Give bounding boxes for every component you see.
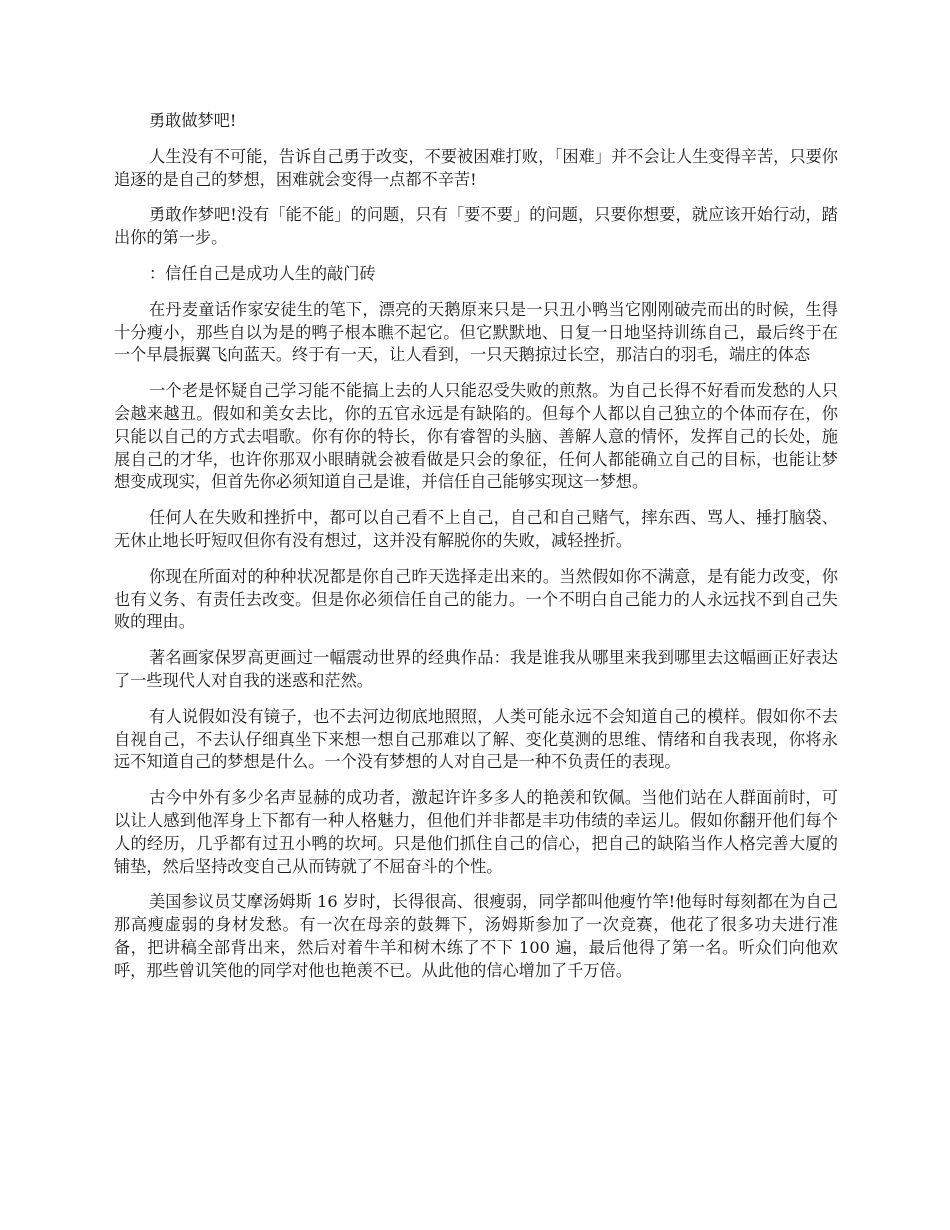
paragraph: 任何人在失败和挫折中，都可以自己看不上自己，自己和自己赌气，摔东西、骂人、捶打脑袋、无休止地长吁短叹但你有没有想过，这并没有解脱你的失败，减轻挫折。	[114, 508, 838, 550]
paragraph: 有人说假如没有镜子，也不去河边彻底地照照，人类可能永远不会知道自己的模样。假如你不去自视自己，不去认仔细真坐下来想一想自己那难以了解、变化莫测的思维、情绪和自我表现，你将永远不知道自己的梦想是什么。一个没有梦想的人对自己是一种不负责任的表现。	[114, 706, 838, 772]
paragraph: 在丹麦童话作家安徒生的笔下，漂亮的天鹅原来只是一只丑小鸭当它刚刚破壳而出的时候，生得十分瘦小，那些自以为是的鸭子根本瞧不起它。但它默默地、日复一日地坚持训练自己，最后终于在一个早晨振翼飞向蓝天。终于有一天，让人看到，一只天鹅掠过长空，那洁白的羽毛，端庄的体态	[114, 299, 838, 365]
paragraph-heading: 勇敢做梦吧!	[149, 111, 237, 130]
paragraph: 古今中外有多少名声显赫的成功者，激起许许多多人的艳羡和钦佩。当他们站在人群面前时，可以让人感到他浑身上下都有一种人格魅力，但他们并非都是丰功伟绩的幸运儿。假如你翻开他们每个人的经历，几乎都有过丑小鸭的坎坷。只是他们抓住自己的信心，把自己的缺陷当作人格完善大厦的铺垫，然后坚持改变自己从而铸就了不屈奋斗的个性。	[114, 788, 838, 876]
paragraph: 人生没有不可能，告诉自己勇于改变，不要被困难打败，「困难」并不会让人生变得辛苦，只要你追逐的是自己的梦想，困难就会变得一点都不辛苦!	[114, 146, 838, 189]
paragraph: 一个老是怀疑自己学习能不能搞上去的人只能忍受失败的煎熬。为自己长得不好看而发愁的人只会越来越丑。假如和美女去比，你的五官永远是有缺陷的。但每个人都以自己独立的个体而存在，你只能以自己的方式去唱歌。你有你的特长，你有睿智的头脑、善解人意的情怀，发挥自己的长处，施展自己的才华，也许你那双小眼睛就会被看做是只会的象征，任何人都能确立自己的目标，也能让梦想变成现实，但首先你必须知道自己是谁，并信任自己能够实现这一梦想。	[114, 381, 838, 492]
paragraph-subheading: ：信任自己是成功人生的敲门砖	[149, 263, 376, 283]
paragraph: 美国参议员艾摩汤姆斯 16 岁时，长得很高、很瘦弱，同学都叫他瘦竹竿!他每时每刻都在为自己那高瘦虚弱的身材发愁。有一次在母亲的鼓舞下，汤姆斯参加了一次竞赛，他花了很多功夫进行准备，把讲稿全部背出来，然后对着牛羊和树木练了不下 100 遍，最后他得了第一名。听众们向他欢呼，那些曾讥笑他的同学对他也艳羡不已。从此他的信心增加了千万倍。	[114, 892, 838, 980]
document-page	[114, 110, 838, 996]
paragraph: 著名画家保罗高更画过一幅震动世界的经典作品：我是谁我从哪里来我到哪里去这幅画正好表达了一些现代人对自我的迷惑和茫然。	[114, 648, 838, 690]
paragraph: 你现在所面对的种种状况都是你自己昨天选择走出来的。当然假如你不满意，是有能力改变，你也有义务、有责任去改变。但是你必须信任自己的能力。一个不明白自己能力的人永远找不到自己失败的理由。	[114, 566, 838, 632]
paragraph: 勇敢作梦吧!没有「能不能」的问题，只有「要不要」的问题，只要你想要，就应该开始行动，踏出你的第一步。	[114, 205, 838, 248]
